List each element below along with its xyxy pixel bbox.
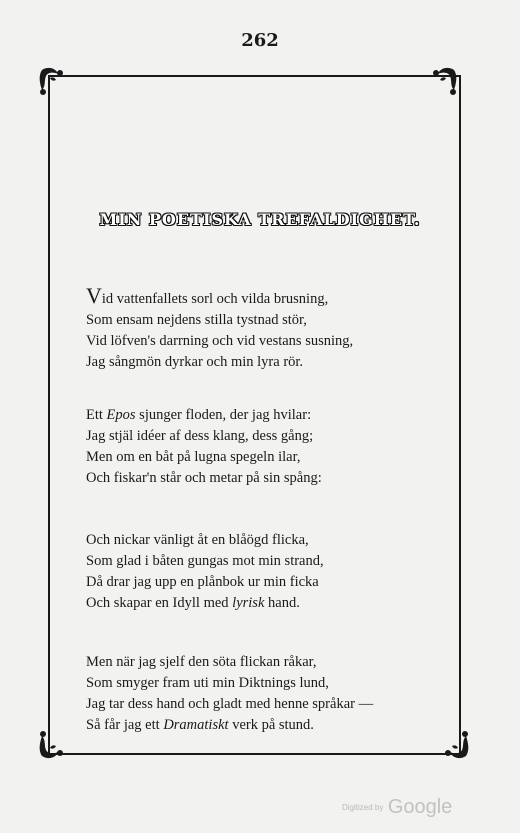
- poem-line: Och nickar vänligt åt en blåögd flicka,: [86, 532, 309, 548]
- stanza: [86, 405, 446, 489]
- poem-line: Och fiskar'n står och metar på sin spång:: [86, 470, 322, 486]
- watermark-prefix: Digitized by: [342, 803, 384, 812]
- drop-cap: V: [86, 283, 102, 308]
- page-number: 262: [241, 30, 279, 51]
- line-text: verk på stund.: [228, 717, 314, 733]
- poem-line: Som ensam nejdens stilla tystnad stör,: [86, 312, 307, 328]
- poem-line: [86, 285, 446, 310]
- poem-line: Som glad i båten gungas mot min strand,: [86, 553, 324, 569]
- poem-line: Vid löfven's darrning och vid vestans susning,: [86, 333, 354, 349]
- poem-line: Då drar jag upp en plånbok ur min ficka: [86, 574, 319, 590]
- poem-line: Jag sångmön dyrkar och min lyra rör.: [86, 354, 304, 370]
- line-emphasis: Dramatiskt: [163, 717, 229, 733]
- poem-line: Som smyger fram uti min Diktnings lund,: [86, 675, 329, 691]
- corner-ornament-icon: [426, 64, 460, 98]
- line-text: Så får jag ett: [86, 717, 164, 733]
- line-text: hand.: [264, 595, 300, 611]
- stanza: [86, 530, 446, 614]
- poem-line: [86, 593, 446, 614]
- google-logo-text: Google: [387, 796, 453, 818]
- digitized-watermark: [342, 796, 452, 819]
- poem-line: Men om en båt på lugna spegeln ilar,: [86, 449, 301, 465]
- poem-line: [86, 715, 446, 736]
- poem-line: [86, 405, 446, 426]
- corner-ornament-icon: [36, 728, 70, 762]
- poem-line: Jag tar dess hand och gladt med henne språkar —: [86, 696, 374, 712]
- poem-line: Men när jag sjelf den söta flickan råkar,: [86, 654, 317, 670]
- line-emphasis: Epos: [106, 407, 136, 423]
- poem-line: Jag stjäl idéer af dess klang, dess gång;: [86, 428, 314, 444]
- line-text: Och skapar en Idyll med: [86, 595, 233, 611]
- stanza: [86, 652, 446, 736]
- corner-ornament-icon: [36, 64, 70, 98]
- line-text: id vattenfallets sorl och vilda brusning,: [101, 291, 329, 307]
- poem-title: MIN POETISKA TREFALDIGHET.: [99, 210, 421, 229]
- frame-top-rule: [48, 75, 461, 77]
- line-text: Ett: [86, 407, 107, 423]
- frame-bottom-rule: [48, 753, 461, 755]
- line-emphasis: lyrisk: [232, 595, 265, 611]
- stanza: [86, 285, 446, 373]
- line-text: sjunger floden, der jag hvilar:: [135, 407, 312, 423]
